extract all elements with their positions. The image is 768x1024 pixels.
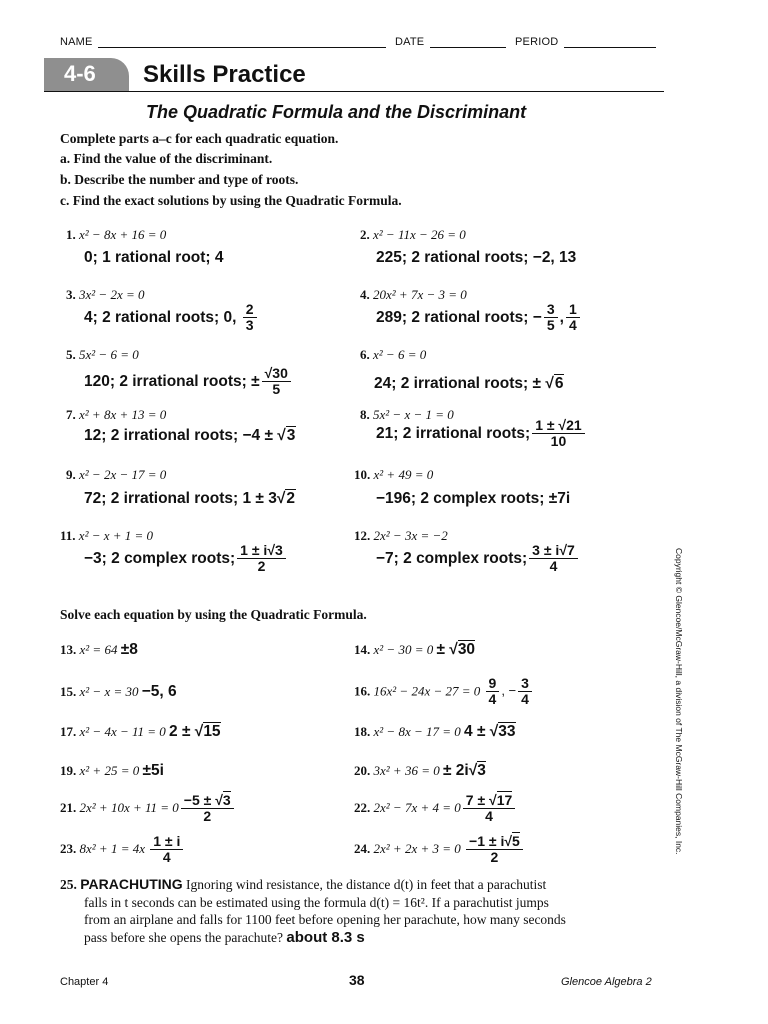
problem-23: 23. 8x² + 1 = 4x $\frac{1 \pm i}{4}$ [60, 834, 185, 866]
name-line [98, 47, 386, 48]
footer-book: Glencoe Algebra 2 [561, 976, 652, 988]
period-label: PERIOD [515, 36, 559, 48]
problem-20: 20. 3x² + 36 = 0 ± 2i√3 [354, 762, 486, 779]
answer-12: −7; 2 complex roots; $\frac{3 \pm i√7}{4}$ [376, 543, 580, 575]
problem-12: 12. 2x² − 3x = −2 [354, 528, 448, 543]
answer-6: 24; 2 irrational roots; ± √6 [374, 375, 564, 392]
answer-3: 4; 2 rational roots; 0, $\frac{2}{3}$ [84, 302, 259, 334]
problem-13: 13. x² = 64 ±8 [60, 641, 138, 658]
answer-8: 21; 2 irrational roots; $\frac{1 \pm √21}{10}$ [376, 418, 587, 450]
answer-25: about 8.3 s [286, 928, 365, 946]
problem-6: 6. x² − 6 = 0 [360, 347, 427, 362]
date-line [430, 47, 506, 48]
answer-9: 72; 2 irrational roots; 1 ± 3√2 [84, 490, 295, 507]
problem-17: 17. x² − 4x − 11 = 0 2 ± √15 [60, 723, 221, 740]
instruction-c: c. Find the exact solutions by using the Quadratic Formula. [60, 193, 402, 208]
instruction-intro: Complete parts a–c for each quadratic equation. [60, 131, 339, 146]
footer-chapter: Chapter 4 [60, 976, 109, 988]
problem-15: 15. x² − x = 30 −5, 6 [60, 683, 177, 700]
problem-22: 22. 2x² − 7x + 4 = 0 $\frac{7 \pm √17}{4}$ [354, 793, 517, 825]
problem-19: 19. x² + 25 = 0 ±5i [60, 762, 164, 779]
period-line [564, 47, 656, 48]
problem-2: 2. x² − 11x − 26 = 0 [360, 227, 466, 242]
answer-7: 12; 2 irrational roots; −4 ± √3 [84, 427, 296, 444]
problem-9: 9. x² − 2x − 17 = 0 [66, 467, 167, 482]
date-label: DATE [395, 36, 425, 48]
answer-1: 0; 1 rational root; 4 [84, 249, 224, 266]
problem-18: 18. x² − 8x − 17 = 0 4 ± √33 [354, 723, 516, 740]
copyright-notice: Copyright © Glencoe/McGraw-Hill, a division of The McGraw-Hill Companies, Inc. [674, 548, 684, 855]
problem-3: 3. 3x² − 2x = 0 [66, 287, 145, 302]
lesson-title: The Quadratic Formula and the Discriminant [146, 102, 527, 122]
name-label: NAME [60, 36, 93, 48]
problem-14: 14. x² − 30 = 0 ± √30 [354, 641, 476, 658]
answer-4: 289; 2 rational roots; − $\frac{3}{5}$ , $\frac{1}{4}$ [376, 302, 582, 334]
problem-25: 25. PARACHUTING Ignoring wind resistance, the distance d(t) in feet that a parachutist falls in t seconds can be estimated using the formula d(t) = 16t². If a parachutist jumps from an airplane and falls for 1100 feet before opening her parachute, how many seconds pass before she opens the parachute? about 8.3 s [60, 876, 566, 946]
problem-1: 1. x² − 8x + 16 = 0 [66, 227, 167, 242]
instruction-a: a. Find the value of the discriminant. [60, 151, 273, 166]
answer-2: 225; 2 rational roots; −2, 13 [376, 249, 577, 266]
problem-24: 24. 2x² + 2x + 3 = 0 $\frac{-1 \pm i√5}{2}$ [354, 834, 525, 866]
problem-21: 21. 2x² + 10x + 11 = 0 $\frac{-5 \pm √3}{2}$ [60, 793, 236, 825]
problem-7: 7. x² + 8x + 13 = 0 [66, 407, 167, 422]
lesson-number: 4-6 [64, 61, 96, 86]
title-rule [44, 91, 664, 92]
problem-16: 16. 16x² − 24x − 27 = 0 $\frac{9}{4}$ , − $\frac{3}{4}$ [354, 676, 534, 708]
lesson-tab [44, 58, 129, 92]
answer-5: 120; 2 irrational roots; ± $\frac{√30}{5}$ [84, 366, 293, 398]
instruction-b: b. Describe the number and type of roots. [60, 172, 299, 187]
problem-4: 4. 20x² + 7x − 3 = 0 [360, 287, 467, 302]
problem-5: 5. 5x² − 6 = 0 [66, 347, 139, 362]
page-number: 38 [349, 972, 365, 988]
lesson-type: Skills Practice [143, 61, 306, 88]
section2-instruction: Solve each equation by using the Quadratic Formula. [60, 607, 367, 622]
answer-11: −3; 2 complex roots; $\frac{1 \pm i√3}{2}$ [84, 543, 288, 575]
problem-10: 10. x² + 49 = 0 [354, 467, 434, 482]
problem-11: 11. x² − x + 1 = 0 [60, 528, 154, 543]
problem-8: 8. 5x² − x − 1 = 0 [360, 407, 454, 422]
answer-10: −196; 2 complex roots; ±7i [376, 490, 571, 507]
